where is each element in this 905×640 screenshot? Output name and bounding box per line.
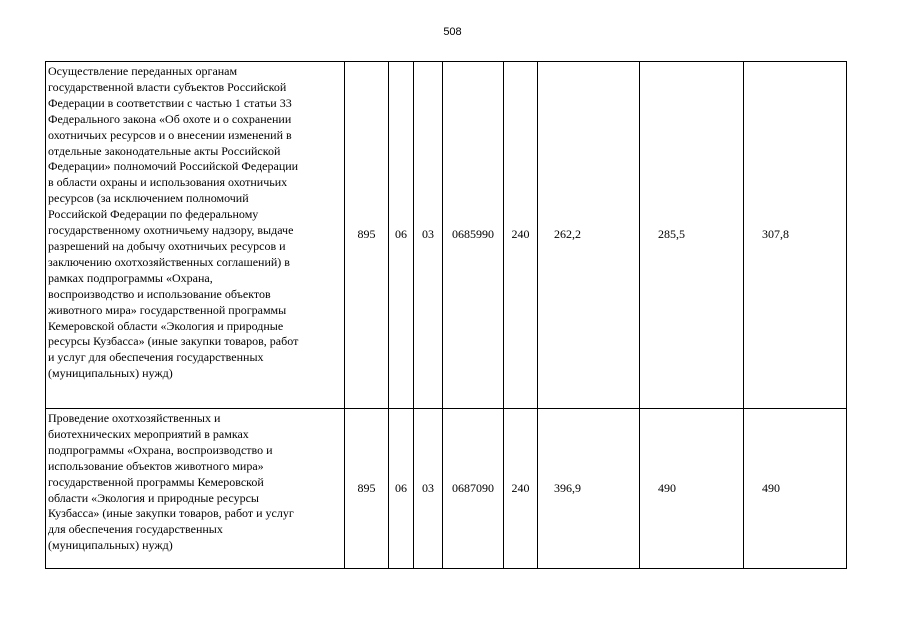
section-code: 06	[389, 62, 414, 409]
subsection-code: 03	[414, 409, 443, 569]
amount-year-3: 307,8	[744, 62, 847, 409]
amount-year-2: 285,5	[640, 62, 744, 409]
target-article-code: 0685990	[443, 62, 504, 409]
budget-table	[45, 61, 847, 569]
table-row	[46, 409, 847, 569]
expense-type-code: 240	[504, 62, 538, 409]
section-code: 06	[389, 409, 414, 569]
amount-year-3: 490	[744, 409, 847, 569]
ministry-code: 895	[345, 62, 389, 409]
row-description: Проведение охотхозяйственных и биотехнических мероприятий в рамках подпрограммы «Охрана, воспроизводство и использование объектов животного мира» государственной программы Кемеровской области «Экология и природные ресурсы Кузбасса» (иные закупки товаров, работ и услуг для обеспечения государственных (муниципальных) нужд)	[46, 409, 345, 569]
subsection-code: 03	[414, 62, 443, 409]
page-number: 508	[443, 26, 462, 38]
target-article-code: 0687090	[443, 409, 504, 569]
table-row	[46, 62, 847, 409]
ministry-code: 895	[345, 409, 389, 569]
row-description: Осуществление переданных органам государственной власти субъектов Российской Федерации в соответствии с частью 1 статьи 33 Федерального закона «Об охоте и о сохранении охотничьих ресурсов и о внесении изменений в отдельные законодательные акты Российской Федерации» полномочий Российской Федерации в области охраны и использования охотничьих ресурсов (за исключением полномочий Российской Федерации по федеральному государственному охотничьему надзору, выдаче разрешений на добычу охотничьих ресурсов и заключению охотхозяйственных соглашений) в рамках подпрограммы «Охрана, воспроизводство и использование объектов животного мира» государственной программы Кемеровской области «Экология и природные ресурсы Кузбасса» (иные закупки товаров, работ и услуг для обеспечения государственных (муниципальных) нужд)	[46, 62, 345, 409]
amount-year-2: 490	[640, 409, 744, 569]
amount-year-1: 396,9	[538, 409, 640, 569]
expense-type-code: 240	[504, 409, 538, 569]
amount-year-1: 262,2	[538, 62, 640, 409]
